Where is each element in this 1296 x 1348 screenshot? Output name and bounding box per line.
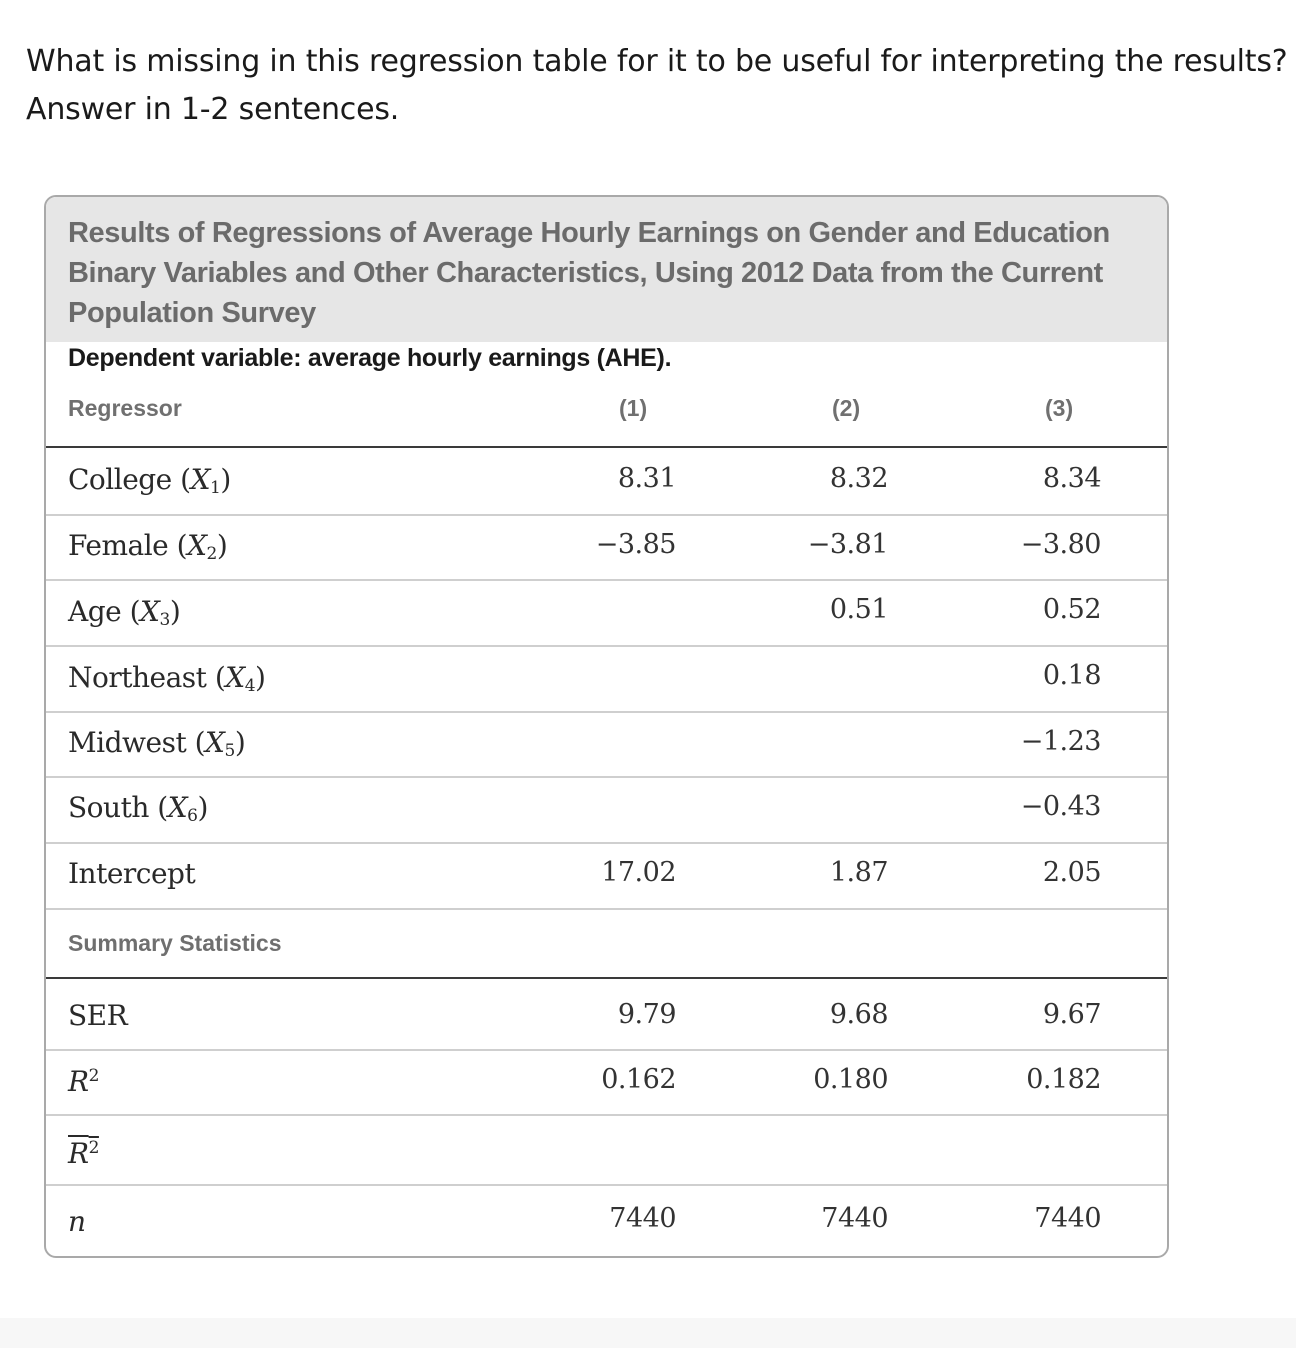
row-label: SER <box>68 999 128 1032</box>
cell-col-3: −0.43 <box>1020 791 1101 822</box>
row-label: $R^2$ <box>68 1065 99 1098</box>
cell-col-2: −3.81 <box>807 529 888 560</box>
cell-col-3: −3.80 <box>1020 529 1101 560</box>
cell-col-3: 7440 <box>1034 1203 1101 1234</box>
question-line-2: Answer in 1-2 sentences. <box>26 92 400 127</box>
header-col-1: (1) <box>619 395 648 421</box>
cell-col-2: 8.32 <box>829 463 888 494</box>
header-rule <box>46 446 1167 448</box>
header-regressor: Regressor <box>68 395 182 421</box>
row-divider <box>46 776 1167 778</box>
row-divider <box>46 579 1167 581</box>
cell-col-1: 9.79 <box>617 999 676 1030</box>
cell-col-3: 0.182 <box>1026 1064 1101 1095</box>
row-label: Intercept <box>68 857 196 890</box>
dependent-variable-note: Dependent variable: average hourly earnings (AHE). <box>68 344 672 372</box>
cell-col-1: 17.02 <box>601 857 676 888</box>
page-bottom-band <box>0 1318 1296 1348</box>
cell-col-3: −1.23 <box>1020 726 1101 757</box>
row-label: Midwest $(X_5)$ <box>68 726 246 761</box>
cell-col-1: 0.162 <box>601 1064 676 1095</box>
row-divider <box>46 842 1167 844</box>
row-divider <box>46 1184 1167 1186</box>
row-label: Age $(X_3)$ <box>68 595 181 630</box>
row-divider <box>46 645 1167 647</box>
row-divider <box>46 908 1167 910</box>
cell-col-2: 1.87 <box>829 857 888 888</box>
row-divider <box>46 1114 1167 1116</box>
row-divider <box>46 711 1167 713</box>
cell-col-3: 9.67 <box>1042 999 1101 1030</box>
question-text <box>26 38 1288 134</box>
cell-col-1: −3.85 <box>595 529 676 560</box>
row-divider <box>46 514 1167 516</box>
cell-col-3: 2.05 <box>1042 857 1101 888</box>
summary-statistics-heading: Summary Statistics <box>68 930 282 956</box>
cell-col-2: 0.51 <box>829 594 888 625</box>
cell-col-3: 0.18 <box>1042 660 1101 691</box>
cell-col-3: 8.34 <box>1042 463 1101 494</box>
row-label: College $(X_1)$ <box>68 463 231 498</box>
cell-col-2: 0.180 <box>813 1064 888 1095</box>
header-col-3: (3) <box>1045 395 1074 421</box>
row-label: South $(X_6)$ <box>68 791 208 826</box>
cell-col-2: 9.68 <box>829 999 888 1030</box>
row-divider <box>46 1049 1167 1051</box>
cell-col-1: 8.31 <box>617 463 676 494</box>
summary-rule <box>46 977 1167 979</box>
regression-table <box>44 195 1169 1258</box>
row-label: n <box>68 1205 86 1238</box>
cell-col-1: 7440 <box>609 1203 676 1234</box>
cell-col-3: 0.52 <box>1042 594 1101 625</box>
table-title: Results of Regressions of Average Hourly Earnings on Gender and Education Binary Variables and Other Characteristics, Using 2012 Data from the Current Population Survey <box>68 217 1110 329</box>
row-label: Northeast $(X_4)$ <box>68 661 266 696</box>
row-label: $R^2$ <box>68 1137 99 1170</box>
cell-col-2: 7440 <box>821 1203 888 1234</box>
row-label: Female $(X_2)$ <box>68 529 228 564</box>
header-col-2: (2) <box>832 395 861 421</box>
question-line-1: What is missing in this regression table for it to be useful for interpreting the results? <box>26 44 1288 79</box>
